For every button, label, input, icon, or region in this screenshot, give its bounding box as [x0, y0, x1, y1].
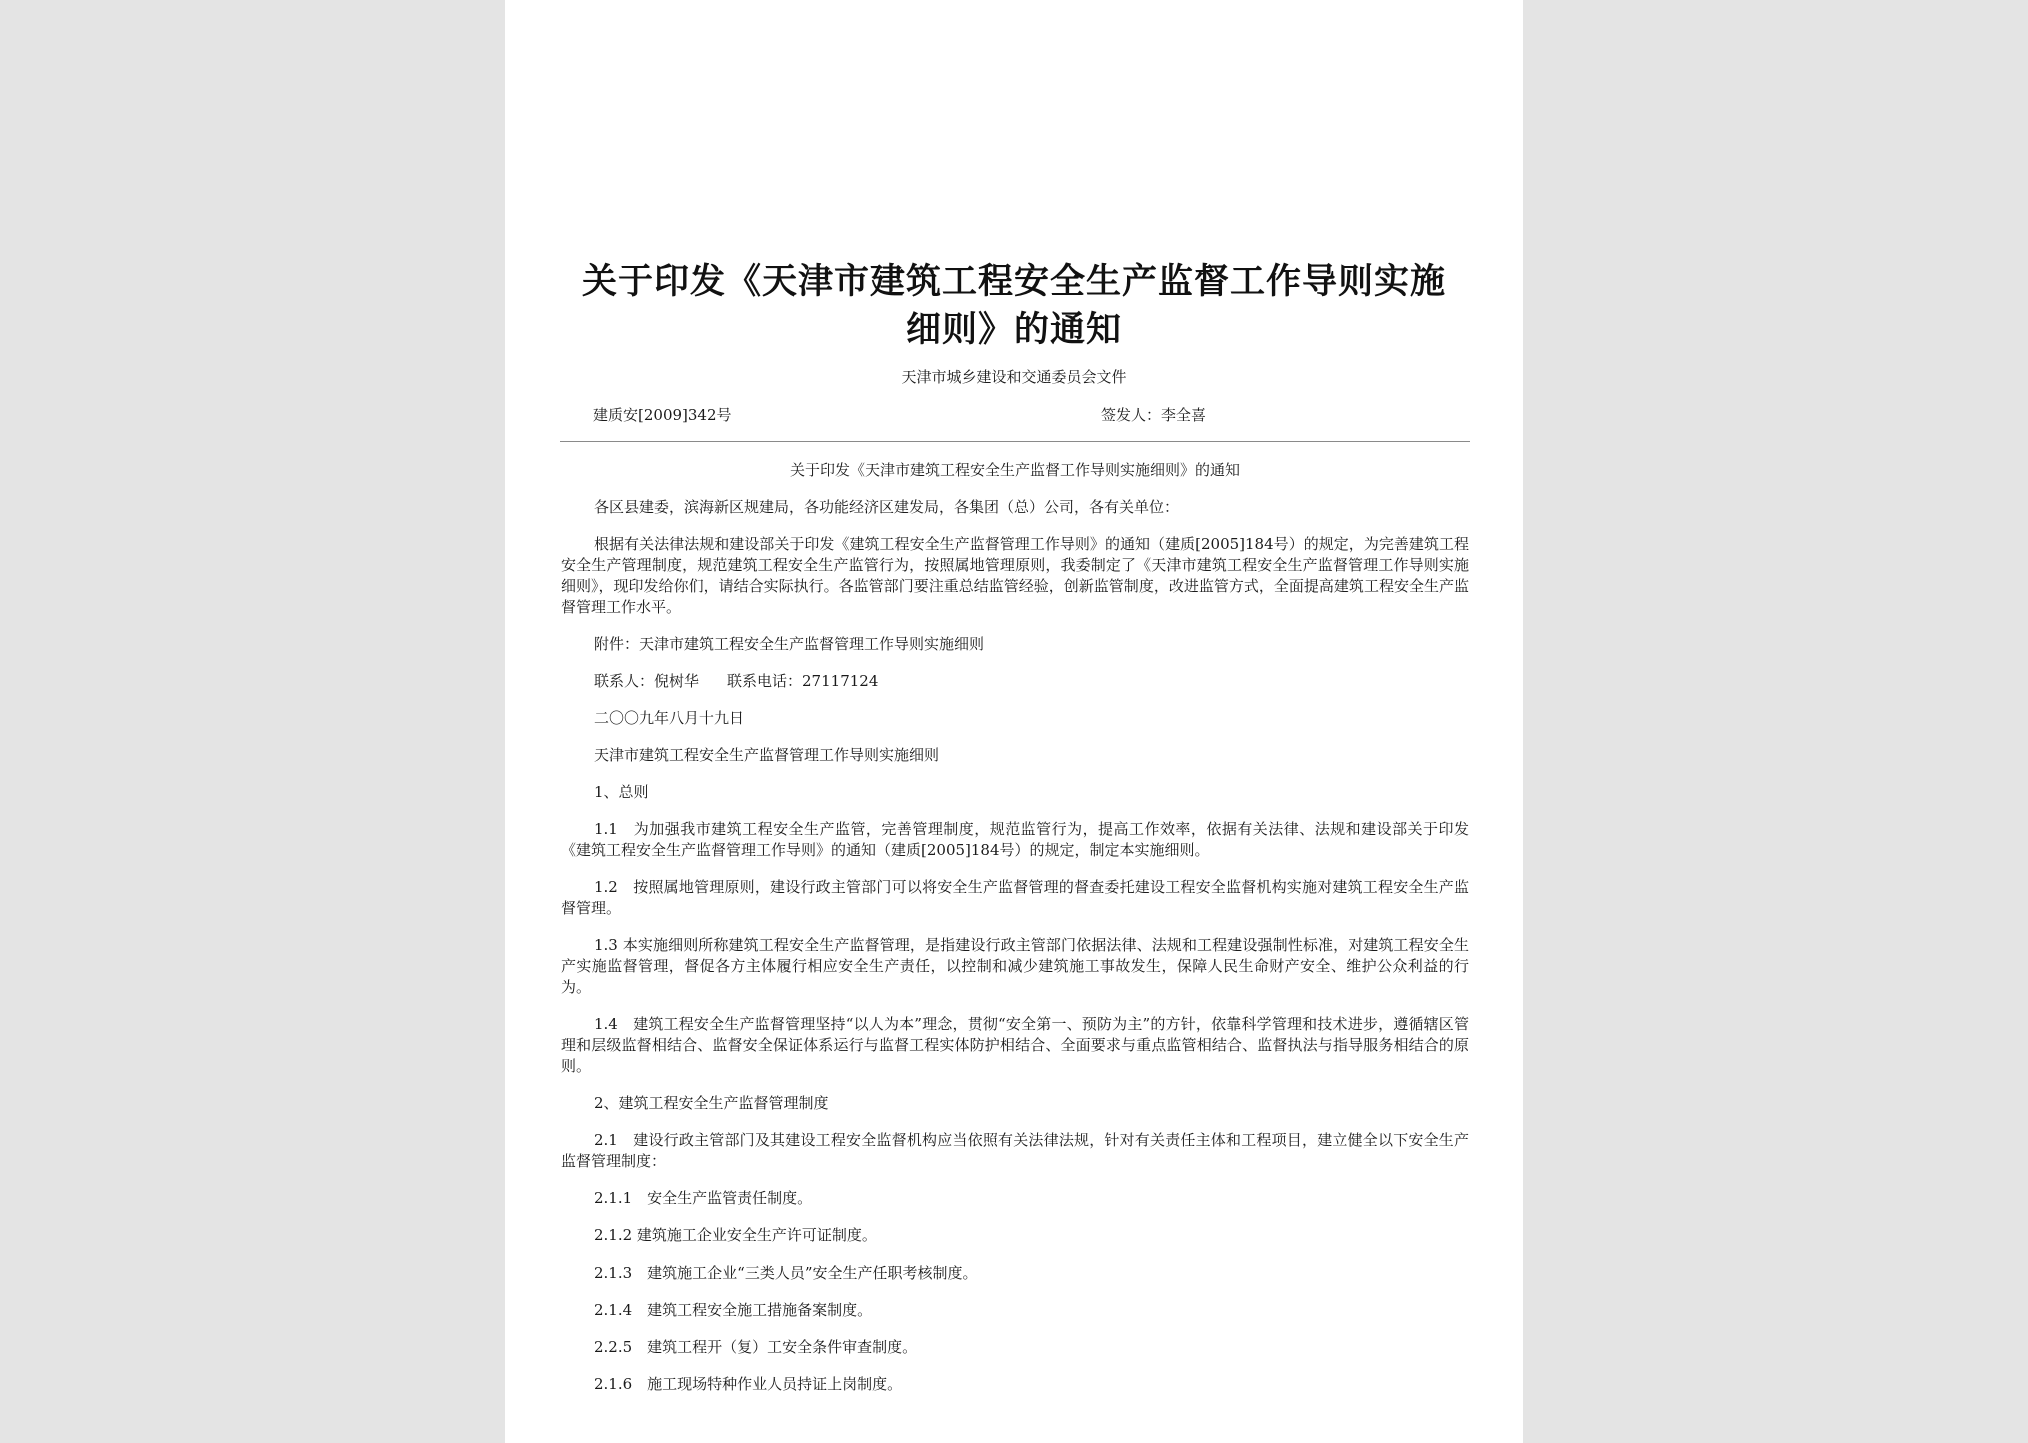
notice-title: 关于印发《天津市建筑工程安全生产监督工作导则实施细则》的通知	[789, 461, 1240, 479]
intro-paragraph: 根据有关法律法规和建设部关于印发《建筑工程安全生产监督管理工作导则》的通知（建质[2005]184号）的规定，为完善建筑工程安全生产管理制度，规范建筑工程安全生产监管行为，按照属地管理原则，我委制定了《天津市建筑工程安全生产监督管理工作导则实施细则》，现印发给你们，请结合实际执行。各监管部门要注重总结监管经验，创新监管制度，改进监管方式，全面提高建筑工程安全生产监督管理工作水平。	[561, 535, 1469, 616]
title-line-1: 关于印发《天津市建筑工程安全生产监督工作导则实施	[581, 262, 1446, 302]
document-body	[561, 460, 1469, 1412]
paragraph-1-4: 1.4 建筑工程安全生产监督管理坚持“以人为本”理念，贯彻“安全第一、预防为主”的方针，依靠科学管理和技术进步，遵循辖区管理和层级监督相结合、监督安全保证体系运行与监督工程实体防护相结合、全面要求与重点监管相结合、监督执法与指导服务相结合的原则。	[561, 1015, 1469, 1075]
paragraph-1-2: 1.2 按照属地管理原则，建设行政主管部门可以将安全生产监督管理的督查委托建设工程安全监督机构实施对建筑工程安全生产监督管理。	[561, 878, 1469, 917]
contact-line	[561, 671, 1469, 692]
section-heading-2: 2、建筑工程安全生产监督管理制度	[594, 1094, 829, 1112]
list-item: 2.1.6 施工现场特种作业人员持证上岗制度。	[594, 1375, 903, 1394]
list-item: 2.1.1 安全生产监管责任制度。	[594, 1189, 813, 1207]
attachment-line: 附件：天津市建筑工程安全生产监督管理工作导则实施细则	[594, 635, 985, 653]
contact-phone: 联系电话：27117124	[727, 672, 879, 690]
issue-date: 二〇〇九年八月十九日	[594, 709, 745, 727]
list-item: 2.1.3 建筑施工企业“三类人员”安全生产任职考核制度。	[594, 1263, 978, 1282]
paragraph-2-1: 2.1 建设行政主管部门及其建设工程安全监督机构应当依照有关法律法规，针对有关责任主体和工程项目，建立健全以下安全生产监督管理制度：	[561, 1131, 1469, 1170]
list-item: 2.1.2 建筑施工企业安全生产许可证制度。	[594, 1226, 877, 1245]
addressees: 各区县建委，滨海新区规建局，各功能经济区建发局，各集团（总）公司，各有关单位：	[594, 498, 1180, 516]
contact-person: 联系人：倪树华	[594, 672, 700, 690]
header-divider	[560, 441, 1470, 442]
rules-title: 天津市建筑工程安全生产监督管理工作导则实施细则	[594, 746, 940, 764]
page-title	[545, 258, 1483, 354]
list-item: 2.2.5 建筑工程开（复）工安全条件审查制度。	[594, 1338, 918, 1357]
issuer: 天津市城乡建设和交通委员会文件	[901, 368, 1127, 386]
paragraph-1-3: 1.3 本实施细则所称建筑工程安全生产监督管理，是指建设行政主管部门依据法律、法规和工程建设强制性标准，对建筑工程安全生产实施监督管理，督促各方主体履行相应安全生产责任，以控制和减少建筑施工事故发生，保障人民生命财产安全、维护公众利益的行为。	[561, 936, 1469, 996]
doc-number: 建质安[2009]342号	[593, 406, 732, 424]
list-item: 2.1.4 建筑工程安全施工措施备案制度。	[594, 1300, 873, 1319]
paragraph-1-1: 1.1 为加强我市建筑工程安全生产监管，完善管理制度，规范监管行为，提高工作效率，依据有关法律、法规和建设部关于印发《建筑工程安全生产监督管理工作导则》的通知（建质[2005]184号）的规定，制定本实施细则。	[561, 820, 1469, 859]
signer: 签发人：李全喜	[1101, 406, 1207, 424]
section-heading-1: 1、总则	[594, 783, 649, 801]
title-line-2: 细则》的通知	[905, 310, 1122, 350]
document-page	[505, 0, 1523, 1443]
